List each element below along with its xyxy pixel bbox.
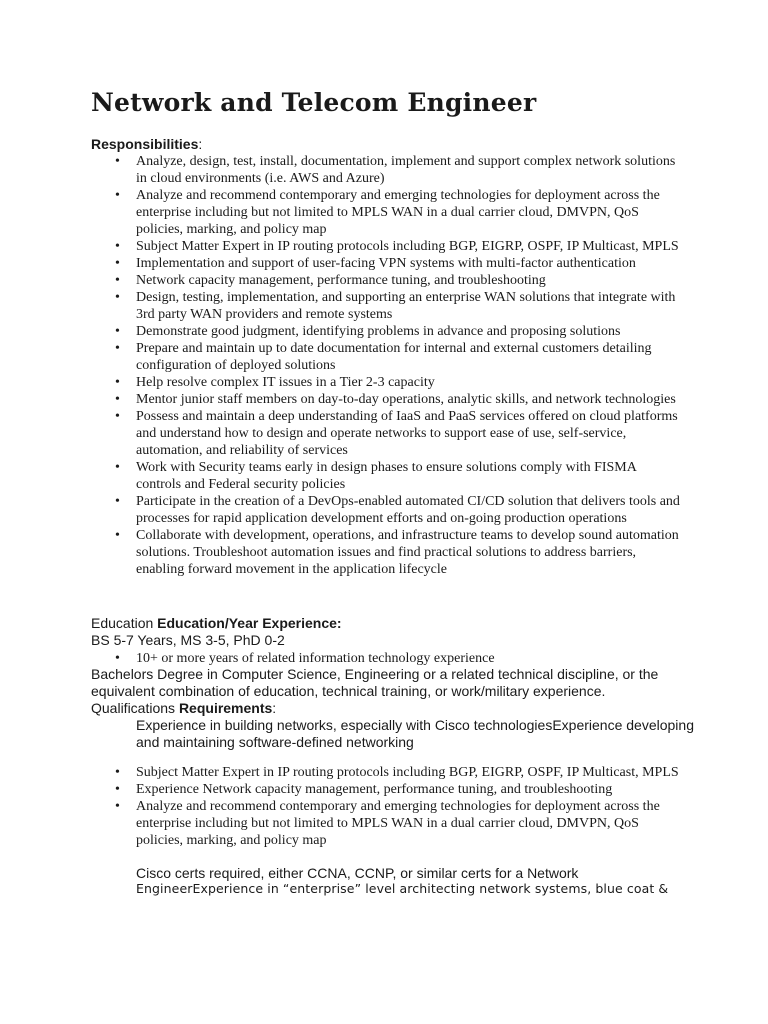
qualifications-prefix: Qualifications [91,700,179,716]
qualifications-intro: Experience in building networks, especially with Cisco technologiesExperience developing and maintaining software-defined networking [136,717,694,750]
responsibilities-colon: : [198,136,203,152]
responsibilities-heading [91,136,202,153]
certs-line: Cisco certs required, either CCNA, CCNP, or similar certs for a Network [136,865,579,881]
list-item: • Participate in the creation of a DevOps-enabled automated CI/CD solution that delivers tools and processes for rapid application development efforts and on-going production operations [0,493,681,527]
list-item: • Network capacity management, performance tuning, and troubleshooting [0,272,681,289]
education-heading [91,615,342,632]
list-item: • Implementation and support of user-facing VPN systems with multi-factor authentication [0,255,681,272]
education-years: BS 5-7 Years, MS 3-5, PhD 0-2 [91,632,285,648]
responsibilities-label: Responsibilities [91,136,199,152]
list-item: • Possess and maintain a deep understanding of IaaS and PaaS services offered on cloud platforms and understand how to design and operate networks to support ease of use, self-service, automation, and reliability of services [0,408,681,459]
qualifications-colon: : [272,700,277,716]
list-item: • Help resolve complex IT issues in a Tier 2-3 capacity [0,374,681,391]
qualifications-heading [91,700,276,717]
experience-line: EngineerExperience in “enterprise” level architecting network systems, blue coat & [136,881,669,896]
list-item: • Work with Security teams early in design phases to ensure solutions comply with FISMA controls and Federal security policies [0,459,681,493]
list-item: • Experience Network capacity management, performance tuning, and troubleshooting [0,781,681,798]
education-list [0,650,768,667]
list-item: • Analyze and recommend contemporary and emerging technologies for deployment across the enterprise including but not limited to MPLS WAN in a dual carrier cloud, DMVPN, QoS policies, marking, and policy map [0,798,681,849]
degree-paragraph: Bachelors Degree in Computer Science, Engineering or a related technical discipline, or the equivalent combination of education, technical training, or work/military experience. [91,666,659,699]
page-title: Network and Telecom Engineer [91,88,537,117]
education-prefix: Education [91,615,158,631]
list-item: • Demonstrate good judgment, identifying problems in advance and proposing solutions [0,323,681,340]
list-item: • Design, testing, implementation, and supporting an enterprise WAN solutions that integrate with 3rd party WAN providers and remote systems [0,289,681,323]
qualifications-label: Requirements [178,700,273,716]
list-item: • Prepare and maintain up to date documentation for internal and external customers detailing configuration of deployed solutions [0,340,681,374]
list-item: • Collaborate with development, operations, and infrastructure teams to develop sound automation solutions. Troubleshoot automation issues and find practical solutions to address barriers, enabling forward movement in the application lifecycle [0,527,681,578]
list-item: • Analyze and recommend contemporary and emerging technologies for deployment across the enterprise including but not limited to MPLS WAN in a dual carrier cloud, DMVPN, QoS policies, marking, and policy map [0,187,681,238]
education-label: Education/Year Experience: [157,615,342,631]
list-item: • Subject Matter Expert in IP routing protocols including BGP, EIGRP, OSPF, IP Multicast, MPLS [0,238,681,255]
list-item: • 10+ or more years of related information technology experience [0,650,681,667]
qualifications-list [0,764,768,849]
list-item: • Analyze, design, test, install, documentation, implement and support complex network solutions in cloud environments (i.e. AWS and Azure) [0,153,681,187]
list-item: • Subject Matter Expert in IP routing protocols including BGP, EIGRP, OSPF, IP Multicast, MPLS [0,764,681,781]
list-item: • Mentor junior staff members on day-to-day operations, analytic skills, and network technologies [0,391,681,408]
responsibilities-list [0,153,768,578]
